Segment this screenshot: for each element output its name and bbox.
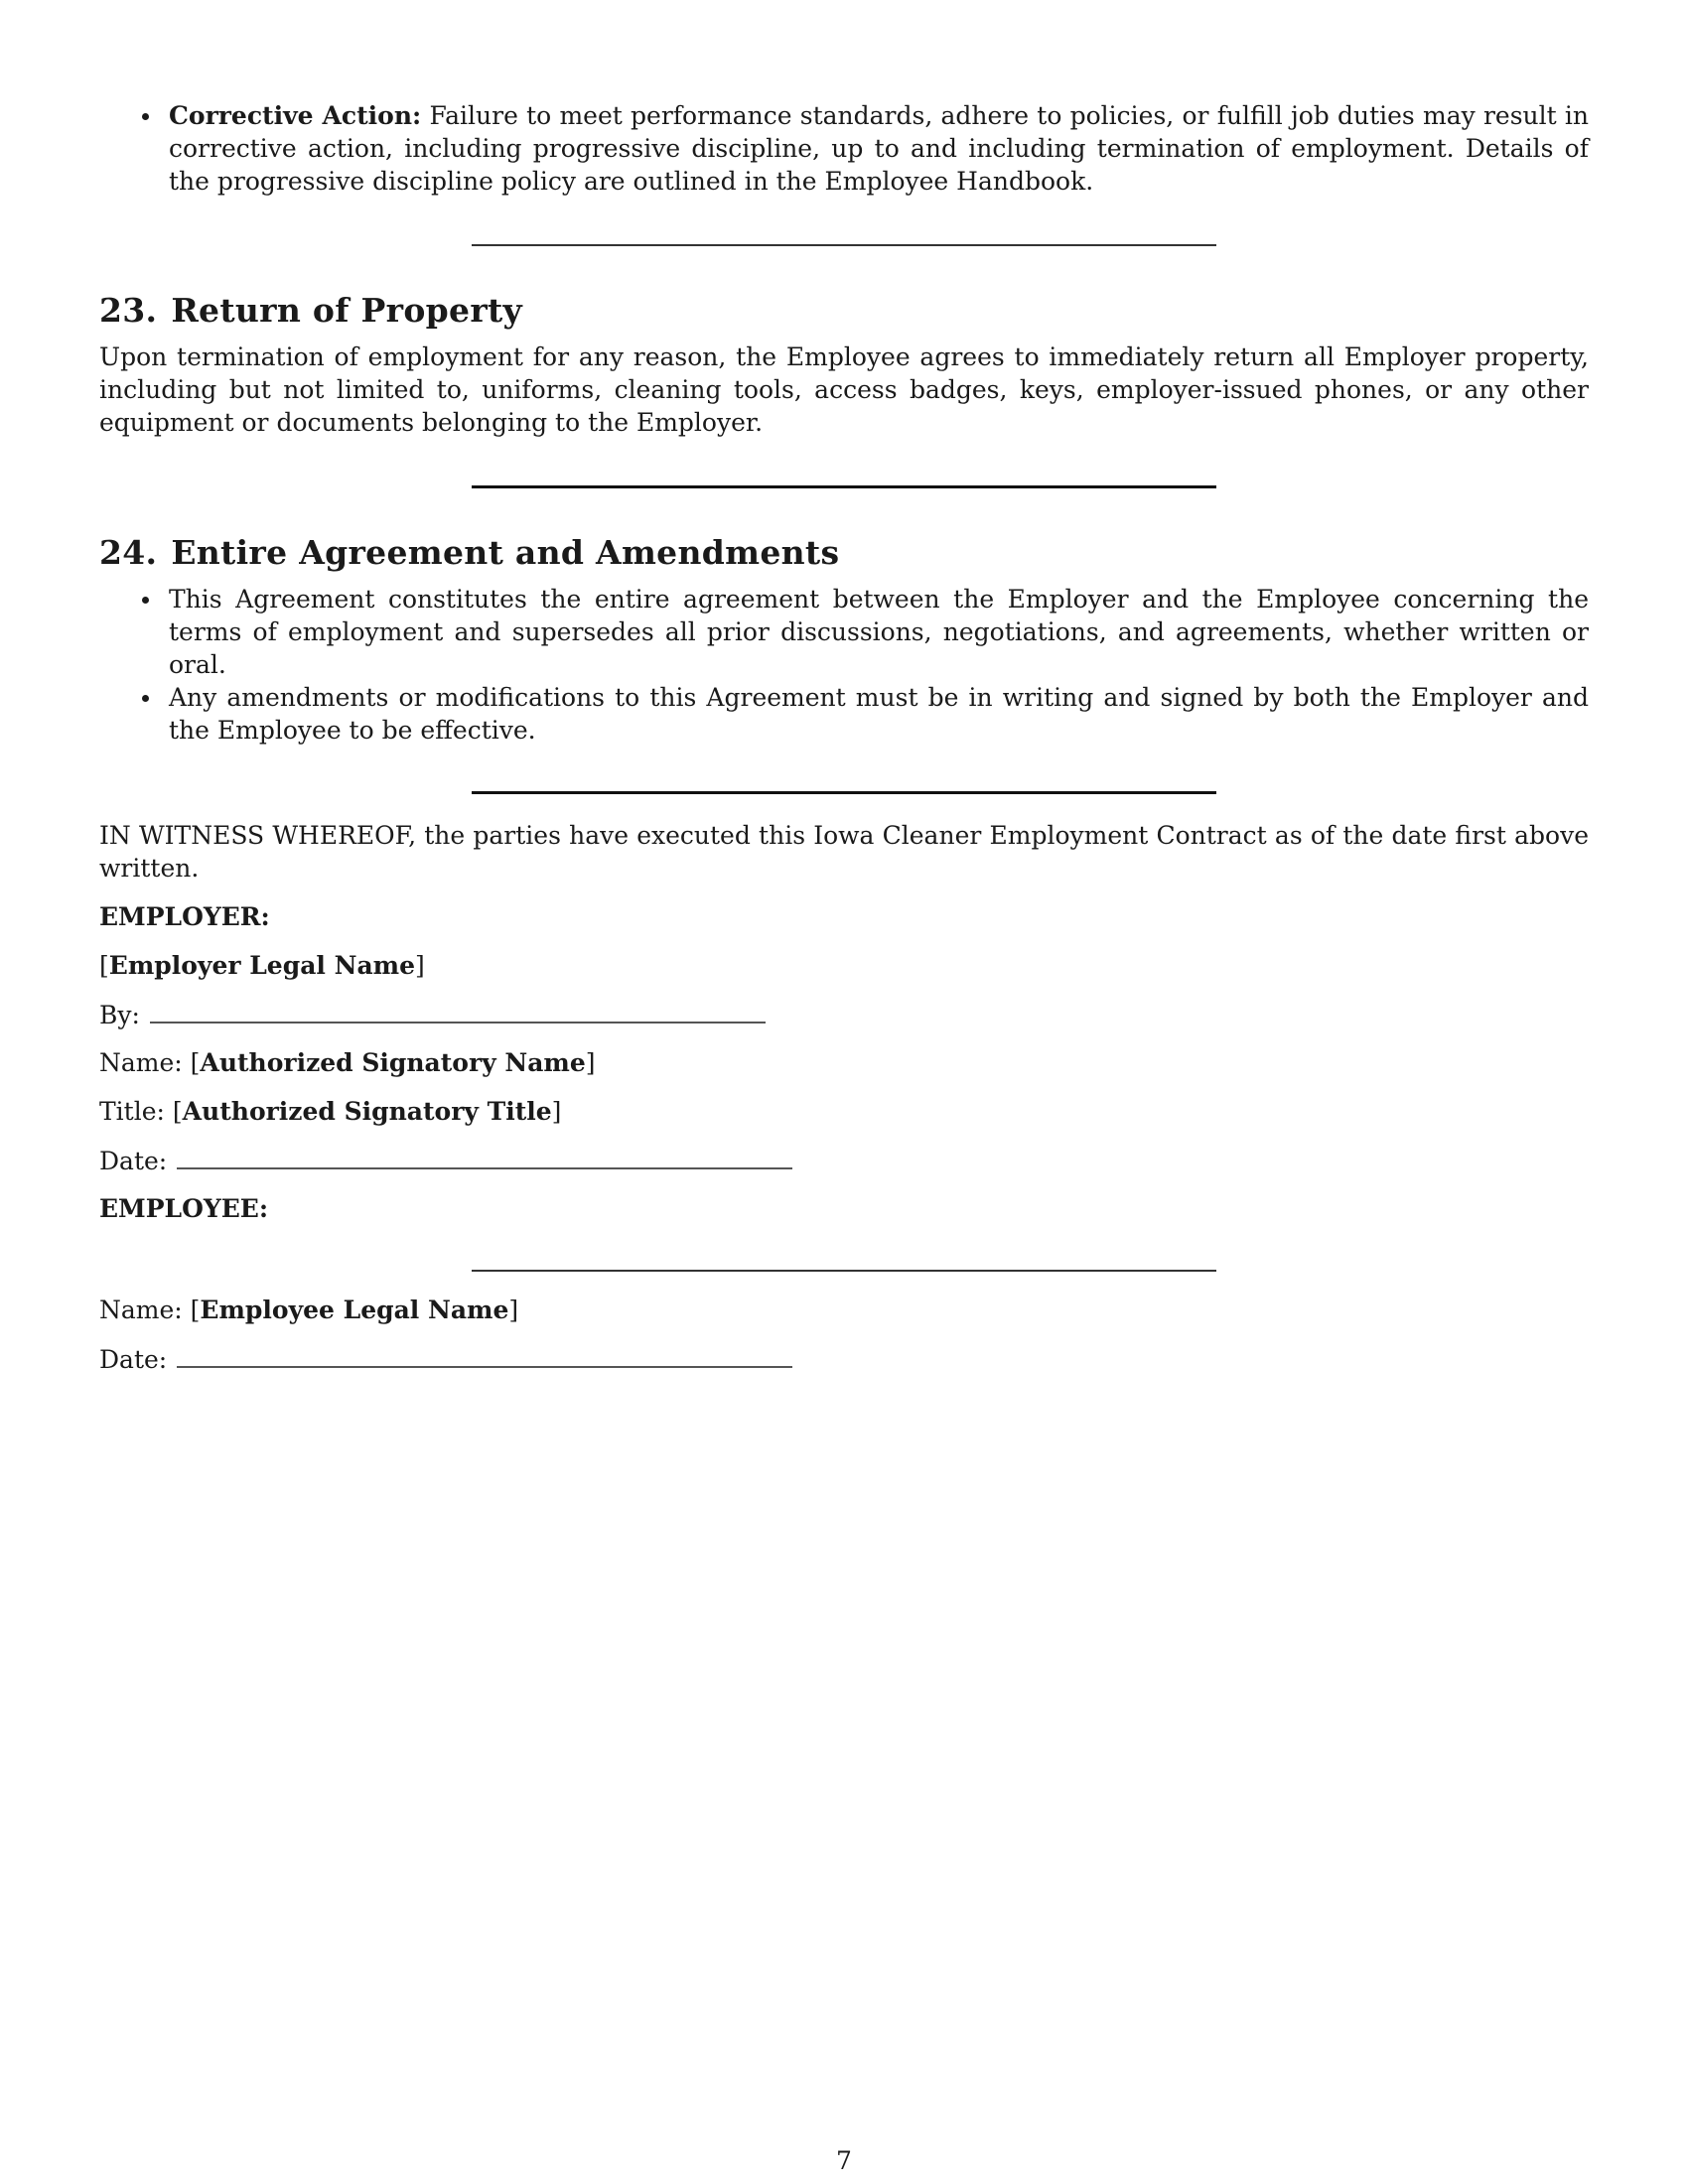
list-item: This Agreement constitutes the entire agreement between the Employer and the Employee concerning the terms of employment and supersedes all prior discussions, negotiations, and agreements, whether written or oral. (99, 583, 1589, 681)
date-label: Date: (99, 1345, 168, 1374)
employer-legal-name: [Employer Legal Name] (99, 951, 425, 980)
employer-date-line[interactable] (177, 1144, 792, 1169)
employee-heading (99, 1192, 1589, 1225)
section-heading-return-of-property (99, 291, 1589, 331)
corrective-action-list (99, 99, 1589, 198)
witness-statement: IN WITNESS WHEREOF, the parties have executed this Iowa Cleaner Employment Contract as of the date first above written. (99, 821, 1589, 883)
employee-name-row: Name: [Employee Legal Name] (99, 1296, 519, 1324)
employee-heading-text: EMPLOYEE: (99, 1194, 269, 1223)
list-item: Any amendments or modifications to this Agreement must be in writing and signed by both the Employer and the Employee to be effective. (99, 681, 1589, 747)
employer-date-row (99, 1144, 1589, 1176)
name-label: Name: (99, 1048, 183, 1077)
employer-heading (99, 900, 1589, 933)
employee-date-line[interactable] (177, 1342, 792, 1368)
section-divider (472, 791, 1216, 794)
by-label: By: (99, 1001, 140, 1029)
name-label: Name: (99, 1296, 183, 1324)
section-divider (472, 485, 1216, 488)
employer-by-row (99, 998, 1589, 1030)
employer-legal-name-placeholder: Employer Legal Name (108, 951, 416, 980)
authorized-signatory-title-placeholder: Authorized Signatory Title (182, 1097, 552, 1126)
section-number: 24. (99, 533, 158, 572)
return-of-property-body: Upon termination of employment for any reason, the Employee agrees to immediately return all Employer property, including but not limited to, uniforms, cleaning tools, access badges, keys, employer-issued phones, or any other equipment or documents belonging to the Employer. (99, 342, 1589, 437)
title-label: Title: (99, 1097, 165, 1126)
date-label: Date: (99, 1147, 168, 1175)
section-title: Entire Agreement and Amendments (171, 533, 840, 572)
authorized-signatory-name-placeholder: Authorized Signatory Name (200, 1048, 586, 1077)
corrective-action-label: Corrective Action: (169, 101, 422, 130)
corrective-action-item (99, 99, 1589, 198)
employee-date-row (99, 1342, 1589, 1375)
employee-signature-line[interactable] (472, 1270, 1216, 1272)
employer-name-row: Name: [Authorized Signatory Name] (99, 1048, 596, 1077)
entire-agreement-list (99, 583, 1589, 747)
page-content (99, 99, 1589, 1375)
corrective-action-text: Failure to meet performance standards, adhere to policies, or fulfill job duties may result in corrective action, including progressive discipline, up to and including termination of employment. Details of the progressive discipline policy are outlined in the Employee Handbook. (169, 101, 1590, 196)
section-divider (472, 244, 1216, 246)
employer-signature-line[interactable] (150, 998, 766, 1024)
section-number: 23. (99, 291, 158, 330)
employer-title-row: Title: [Authorized Signatory Title] (99, 1097, 562, 1126)
employer-heading-text: EMPLOYER: (99, 902, 270, 931)
section-title: Return of Property (171, 291, 523, 330)
page-number: 7 (836, 2146, 852, 2175)
employee-legal-name-placeholder: Employee Legal Name (200, 1296, 509, 1324)
section-heading-entire-agreement (99, 533, 1589, 573)
